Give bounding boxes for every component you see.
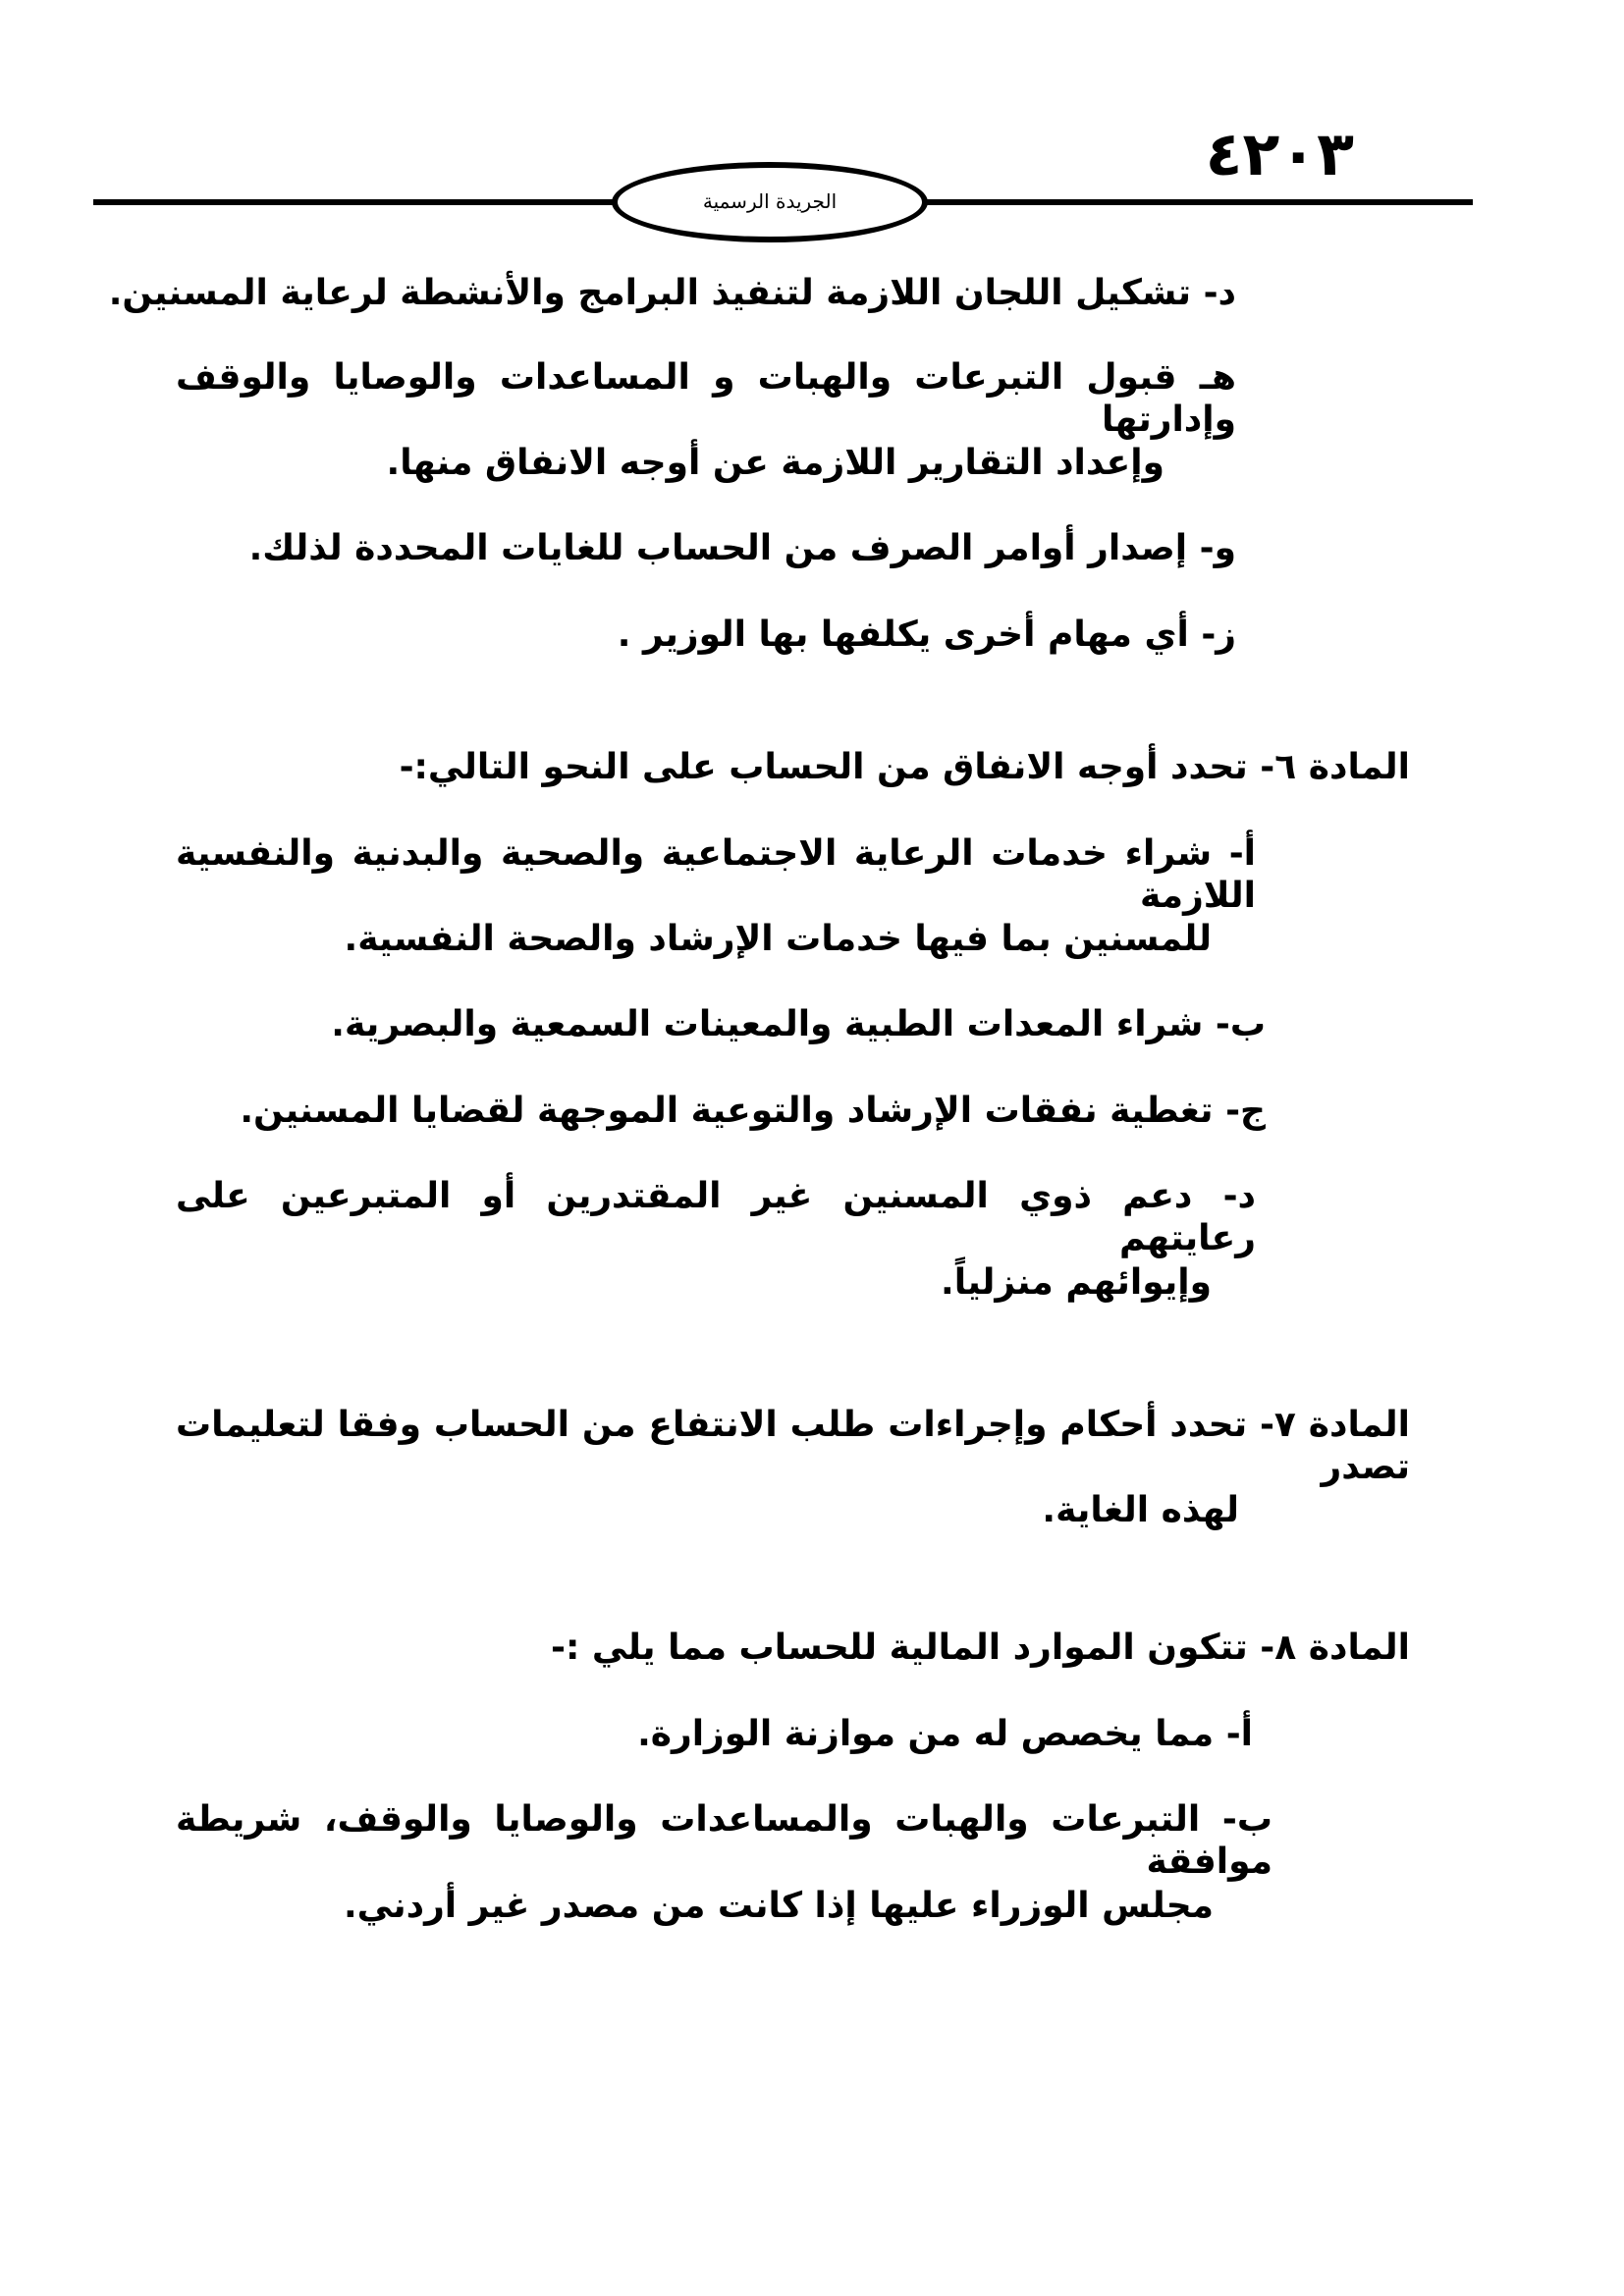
article-6-heading: المادة ٦- تحدد أوجه الانفاق من الحساب على النحو التالي:- bbox=[399, 747, 1410, 787]
item-h-donations: هـ قبول التبرعات والهبات و المساعدات والوصايا والوقف وإدارتها bbox=[176, 357, 1236, 441]
article-7-heading: المادة ٧- تحدد أحكام وإجراءات طلب الانتفاع من الحساب وفقا لتعليمات تصدر bbox=[176, 1405, 1410, 1488]
article-6-item-b: ب- شراء المعدات الطبية والمعينات السمعية والبصرية. bbox=[331, 1004, 1266, 1044]
item-h-donations-cont: وإعداد التقارير اللازمة عن أوجه الانفاق منها. bbox=[386, 443, 1164, 483]
article-8-heading: المادة ٨- تتكون الموارد المالية للحساب مما يلي :- bbox=[551, 1628, 1410, 1668]
article-8-item-b-cont: مجلس الوزراء عليها إذا كانت من مصدر غير أردني. bbox=[343, 1886, 1214, 1926]
article-6-item-a-cont: للمسنين بما فيها خدمات الإرشاد والصحة النفسية. bbox=[344, 919, 1212, 959]
article-6-item-a: أ- شراء خدمات الرعاية الاجتماعية والصحية والبدنية والنفسية اللازمة bbox=[176, 833, 1256, 917]
article-6-item-d: د- دعم ذوي المسنين غير المقتدرين أو المتبرعين على رعايتهم bbox=[176, 1176, 1256, 1259]
item-z-other-tasks: ز- أي مهام أخرى يكلفها بها الوزير . bbox=[617, 614, 1236, 655]
article-8-item-a: أ- مما يخصص له من موازنة الوزارة. bbox=[637, 1714, 1253, 1754]
article-8-item-b: ب- التبرعات والهبات والمساعدات والوصايا والوقف، شريطة موافقة bbox=[176, 1799, 1272, 1883]
gazette-label: الجريدة الرسمية bbox=[612, 162, 928, 242]
article-6-item-d-cont: وإيوائهم منزلياً. bbox=[941, 1262, 1212, 1303]
page-number: ٤٢٠٣ bbox=[1205, 118, 1354, 189]
item-w-payment-orders: و- إصدار أوامر الصرف من الحساب للغايات المحددة لذلك. bbox=[248, 528, 1236, 568]
article-7-cont: لهذه الغاية. bbox=[1042, 1490, 1239, 1530]
item-d-committees: د- تشكيل اللجان اللازمة لتنفيذ البرامج والأنشطة لرعاية المسنين. bbox=[108, 273, 1236, 313]
article-6-item-j: ج- تغطية نفقات الإرشاد والتوعية الموجهة لقضايا المسنين. bbox=[240, 1091, 1266, 1131]
